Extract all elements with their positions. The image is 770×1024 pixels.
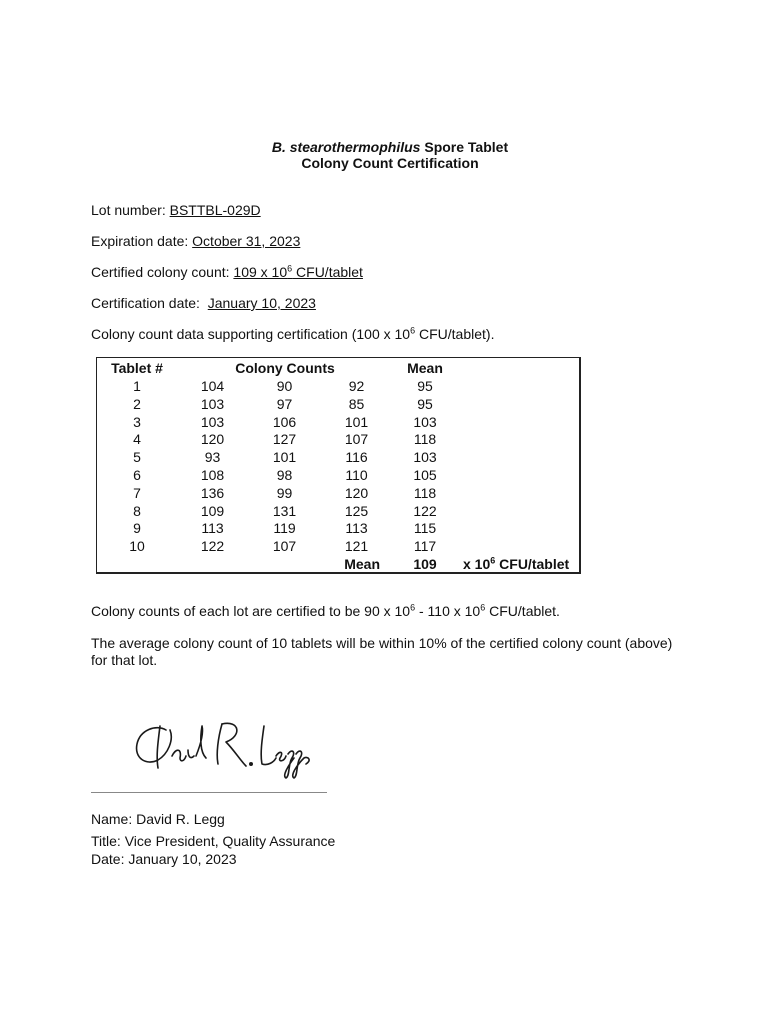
range-text-3: CFU/tablet. bbox=[485, 603, 560, 619]
title-line-1 bbox=[0, 139, 770, 155]
row-count-3: 92 bbox=[348, 378, 365, 394]
row-mean: 95 bbox=[417, 395, 433, 412]
row-count-1: 136 bbox=[200, 484, 225, 501]
certification-date-field bbox=[91, 294, 316, 312]
footer-unit-text: CFU/tablet bbox=[495, 556, 570, 572]
row-count-2: 99 bbox=[276, 484, 293, 501]
certification-date-label: Certification date: bbox=[91, 295, 208, 311]
row-count-1: 108 bbox=[200, 467, 225, 483]
row-count-2: 90 bbox=[276, 378, 293, 394]
row-mean: 117 bbox=[413, 538, 437, 555]
header-colony-counts: Colony Counts bbox=[235, 360, 335, 376]
certified-count-number: 109 x 10 bbox=[233, 264, 288, 280]
signatory-name: Name: David R. Legg bbox=[91, 811, 225, 827]
signature-image bbox=[128, 716, 318, 784]
row-tablet: 9 bbox=[133, 520, 141, 537]
lot-number-label: Lot number: bbox=[91, 202, 170, 218]
row-tablet: 1 bbox=[133, 378, 141, 394]
row-mean: 118 bbox=[413, 484, 437, 501]
certified-count-unit: CFU/tablet bbox=[292, 264, 363, 280]
row-count-2: 106 bbox=[272, 413, 297, 430]
title-rest: Spore Tablet bbox=[420, 139, 509, 155]
lot-number-value: BSTTBL-029D bbox=[169, 202, 261, 218]
row-mean: 122 bbox=[413, 502, 437, 519]
row-tablet: 3 bbox=[133, 413, 141, 430]
row-tablet: 8 bbox=[133, 502, 141, 519]
range-text-1: Colony counts of each lot are certified to be 90 x 10 bbox=[91, 603, 411, 619]
certified-count-exponent: 6 bbox=[287, 263, 293, 274]
footer-mean-value: 109 bbox=[413, 556, 437, 572]
supporting-caption-unit: CFU/tablet). bbox=[415, 326, 495, 342]
expiration-date-label: Expiration date: bbox=[91, 233, 193, 249]
row-count-3: 101 bbox=[344, 413, 369, 430]
row-count-3: 120 bbox=[344, 484, 369, 501]
certified-count-field bbox=[91, 263, 363, 281]
signature-line bbox=[91, 792, 327, 793]
supporting-caption-text: Colony count data supporting certification (100 x 10 bbox=[91, 326, 411, 342]
row-count-2: 131 bbox=[272, 502, 297, 519]
supporting-caption-exponent: 6 bbox=[410, 325, 416, 336]
row-count-3: 121 bbox=[344, 538, 369, 555]
row-mean: 95 bbox=[417, 378, 433, 394]
supporting-data-caption bbox=[91, 325, 494, 343]
certified-count-value bbox=[233, 264, 363, 280]
row-count-2: 101 bbox=[272, 449, 297, 466]
row-count-2: 107 bbox=[272, 538, 297, 555]
lot-number-field bbox=[91, 201, 261, 219]
footer-unit-exponent: 6 bbox=[490, 555, 496, 566]
row-tablet: 6 bbox=[133, 467, 141, 483]
row-mean: 103 bbox=[413, 449, 437, 466]
row-count-2: 127 bbox=[272, 431, 297, 448]
row-count-1: 113 bbox=[201, 520, 224, 537]
row-count-1: 120 bbox=[200, 431, 225, 448]
colony-count-table bbox=[96, 357, 581, 574]
row-count-1: 93 bbox=[204, 449, 221, 466]
row-count-1: 122 bbox=[200, 538, 225, 555]
row-tablet: 7 bbox=[133, 484, 141, 501]
row-mean: 103 bbox=[413, 413, 437, 430]
average-statement: The average colony count of 10 tablets will be within 10% of the certified colony count (above) for that lot. bbox=[91, 635, 673, 668]
expiration-date-value: October 31, 2023 bbox=[192, 233, 301, 249]
expiration-date-field bbox=[91, 232, 300, 250]
row-mean: 115 bbox=[413, 520, 437, 537]
range-statement bbox=[91, 603, 560, 620]
row-count-3: 116 bbox=[345, 449, 368, 466]
row-tablet: 5 bbox=[133, 449, 141, 466]
row-tablet: 10 bbox=[129, 538, 145, 555]
row-count-2: 98 bbox=[276, 467, 293, 483]
row-count-2: 119 bbox=[273, 520, 296, 537]
header-tablet: Tablet # bbox=[111, 360, 163, 376]
footer-unit bbox=[463, 556, 583, 573]
footer-mean-label: Mean bbox=[344, 556, 380, 572]
certification-date-value: January 10, 2023 bbox=[207, 295, 316, 311]
range-exponent-1: 6 bbox=[410, 602, 416, 613]
row-count-3: 125 bbox=[344, 502, 369, 519]
row-count-3: 110 bbox=[345, 467, 368, 483]
footer-unit-base: x 10 bbox=[463, 556, 491, 572]
row-count-1: 103 bbox=[200, 395, 225, 412]
range-text-2: - 110 x 10 bbox=[415, 603, 481, 619]
row-count-3: 85 bbox=[348, 395, 365, 412]
row-count-2: 97 bbox=[276, 395, 293, 412]
signatory-date: Date: January 10, 2023 bbox=[91, 851, 237, 867]
signatory-title: Title: Vice President, Quality Assurance bbox=[91, 833, 336, 849]
row-count-1: 104 bbox=[200, 378, 225, 394]
row-mean: 118 bbox=[413, 431, 437, 448]
row-count-3: 113 bbox=[345, 520, 368, 537]
range-exponent-2: 6 bbox=[480, 602, 486, 613]
row-mean: 105 bbox=[413, 467, 437, 483]
row-count-1: 109 bbox=[200, 502, 225, 519]
organism-name: B. stearothermophilus bbox=[271, 139, 421, 155]
title-line-2: Colony Count Certification bbox=[301, 155, 479, 171]
row-count-3: 107 bbox=[344, 431, 369, 448]
row-tablet: 4 bbox=[133, 431, 141, 448]
certified-count-label: Certified colony count: bbox=[91, 264, 234, 280]
document-title bbox=[0, 139, 770, 171]
row-tablet: 2 bbox=[133, 395, 141, 412]
header-mean: Mean bbox=[407, 360, 443, 376]
row-count-1: 103 bbox=[200, 413, 225, 430]
